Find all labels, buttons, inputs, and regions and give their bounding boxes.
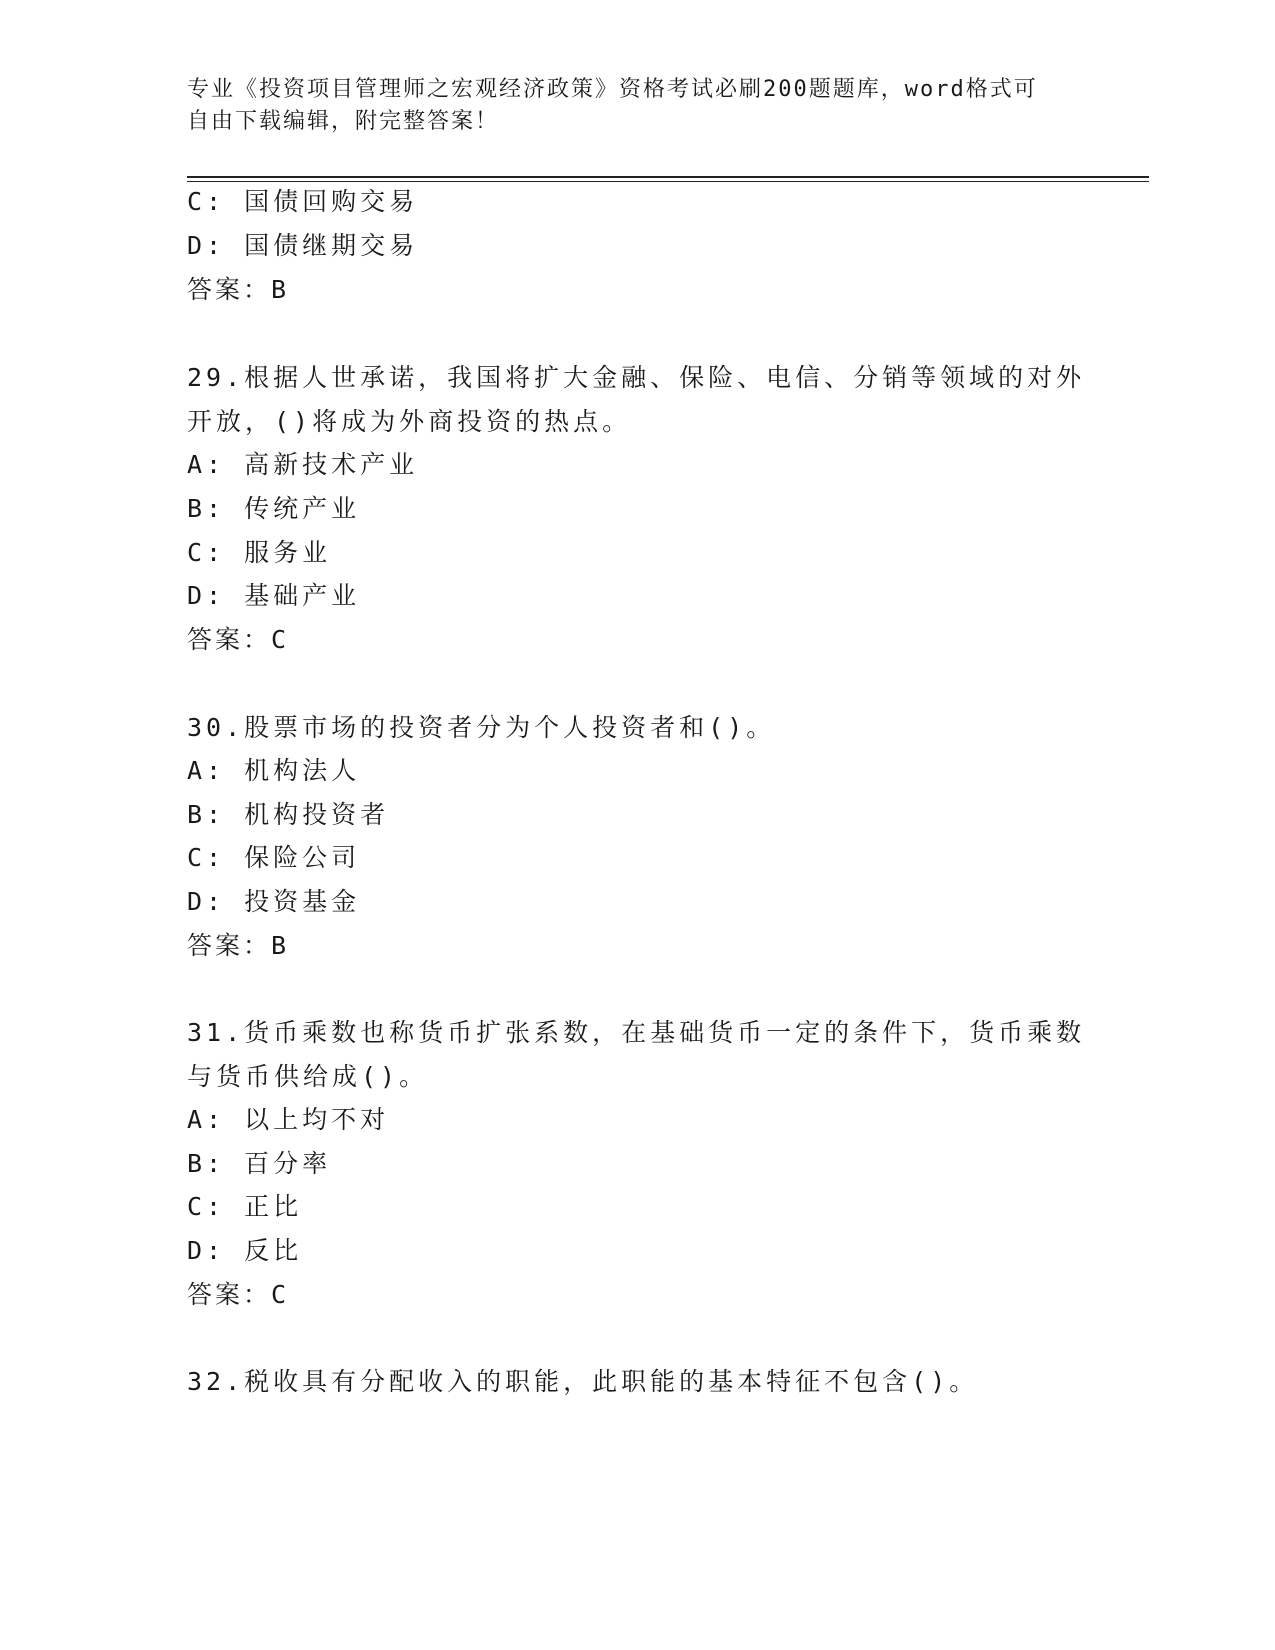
question-31-option-c: C: 正比 — [187, 1192, 303, 1221]
prev-question-answer: 答案：B — [187, 275, 290, 304]
question-29-stem-line-2: 开放，()将成为外商投资的热点。 — [187, 407, 632, 436]
header-divider-thin — [187, 181, 1149, 182]
question-29-stem-line-1: 29.根据人世承诺，我国将扩大金融、保险、电信、分销等领域的对外 — [187, 363, 1086, 392]
question-31-stem-line-1: 31.货币乘数也称货币扩张系数，在基础货币一定的条件下，货币乘数 — [187, 1018, 1086, 1047]
header-divider-thick — [187, 176, 1149, 178]
prev-question-option-c: C: 国债回购交易 — [187, 187, 419, 216]
question-32-stem-line-1: 32.税收具有分配收入的职能，此职能的基本特征不包含()。 — [187, 1367, 979, 1396]
question-30-option-c: C: 保险公司 — [187, 843, 361, 872]
header-title-line-1: 专业《投资项目管理师之宏观经济政策》资格考试必刷200题题库，word格式可 — [187, 77, 1038, 102]
question-31-option-a: A: 以上均不对 — [187, 1105, 390, 1134]
document-header — [187, 74, 1087, 138]
question-31-option-d: D: 反比 — [187, 1236, 303, 1265]
question-30-option-a: A: 机构法人 — [187, 756, 361, 785]
question-31-stem-line-2: 与货币供给成()。 — [187, 1062, 429, 1091]
question-30-option-b: B: 机构投资者 — [187, 800, 390, 829]
question-29-option-c: C: 服务业 — [187, 538, 332, 567]
question-29-option-b: B: 传统产业 — [187, 494, 361, 523]
question-30-answer: 答案：B — [187, 931, 290, 960]
question-29-option-a: A: 高新技术产业 — [187, 450, 419, 479]
header-title-line-2: 自由下载编辑，附完整答案！ — [187, 109, 500, 134]
question-30-option-d: D: 投资基金 — [187, 887, 361, 916]
question-31-answer: 答案：C — [187, 1280, 290, 1309]
question-29-option-d: D: 基础产业 — [187, 581, 361, 610]
question-30-stem-line-1: 30.股票市场的投资者分为个人投资者和()。 — [187, 713, 776, 742]
question-31-option-b: B: 百分率 — [187, 1149, 332, 1178]
prev-question-option-d: D: 国债继期交易 — [187, 231, 419, 260]
question-29-answer: 答案：C — [187, 625, 290, 654]
